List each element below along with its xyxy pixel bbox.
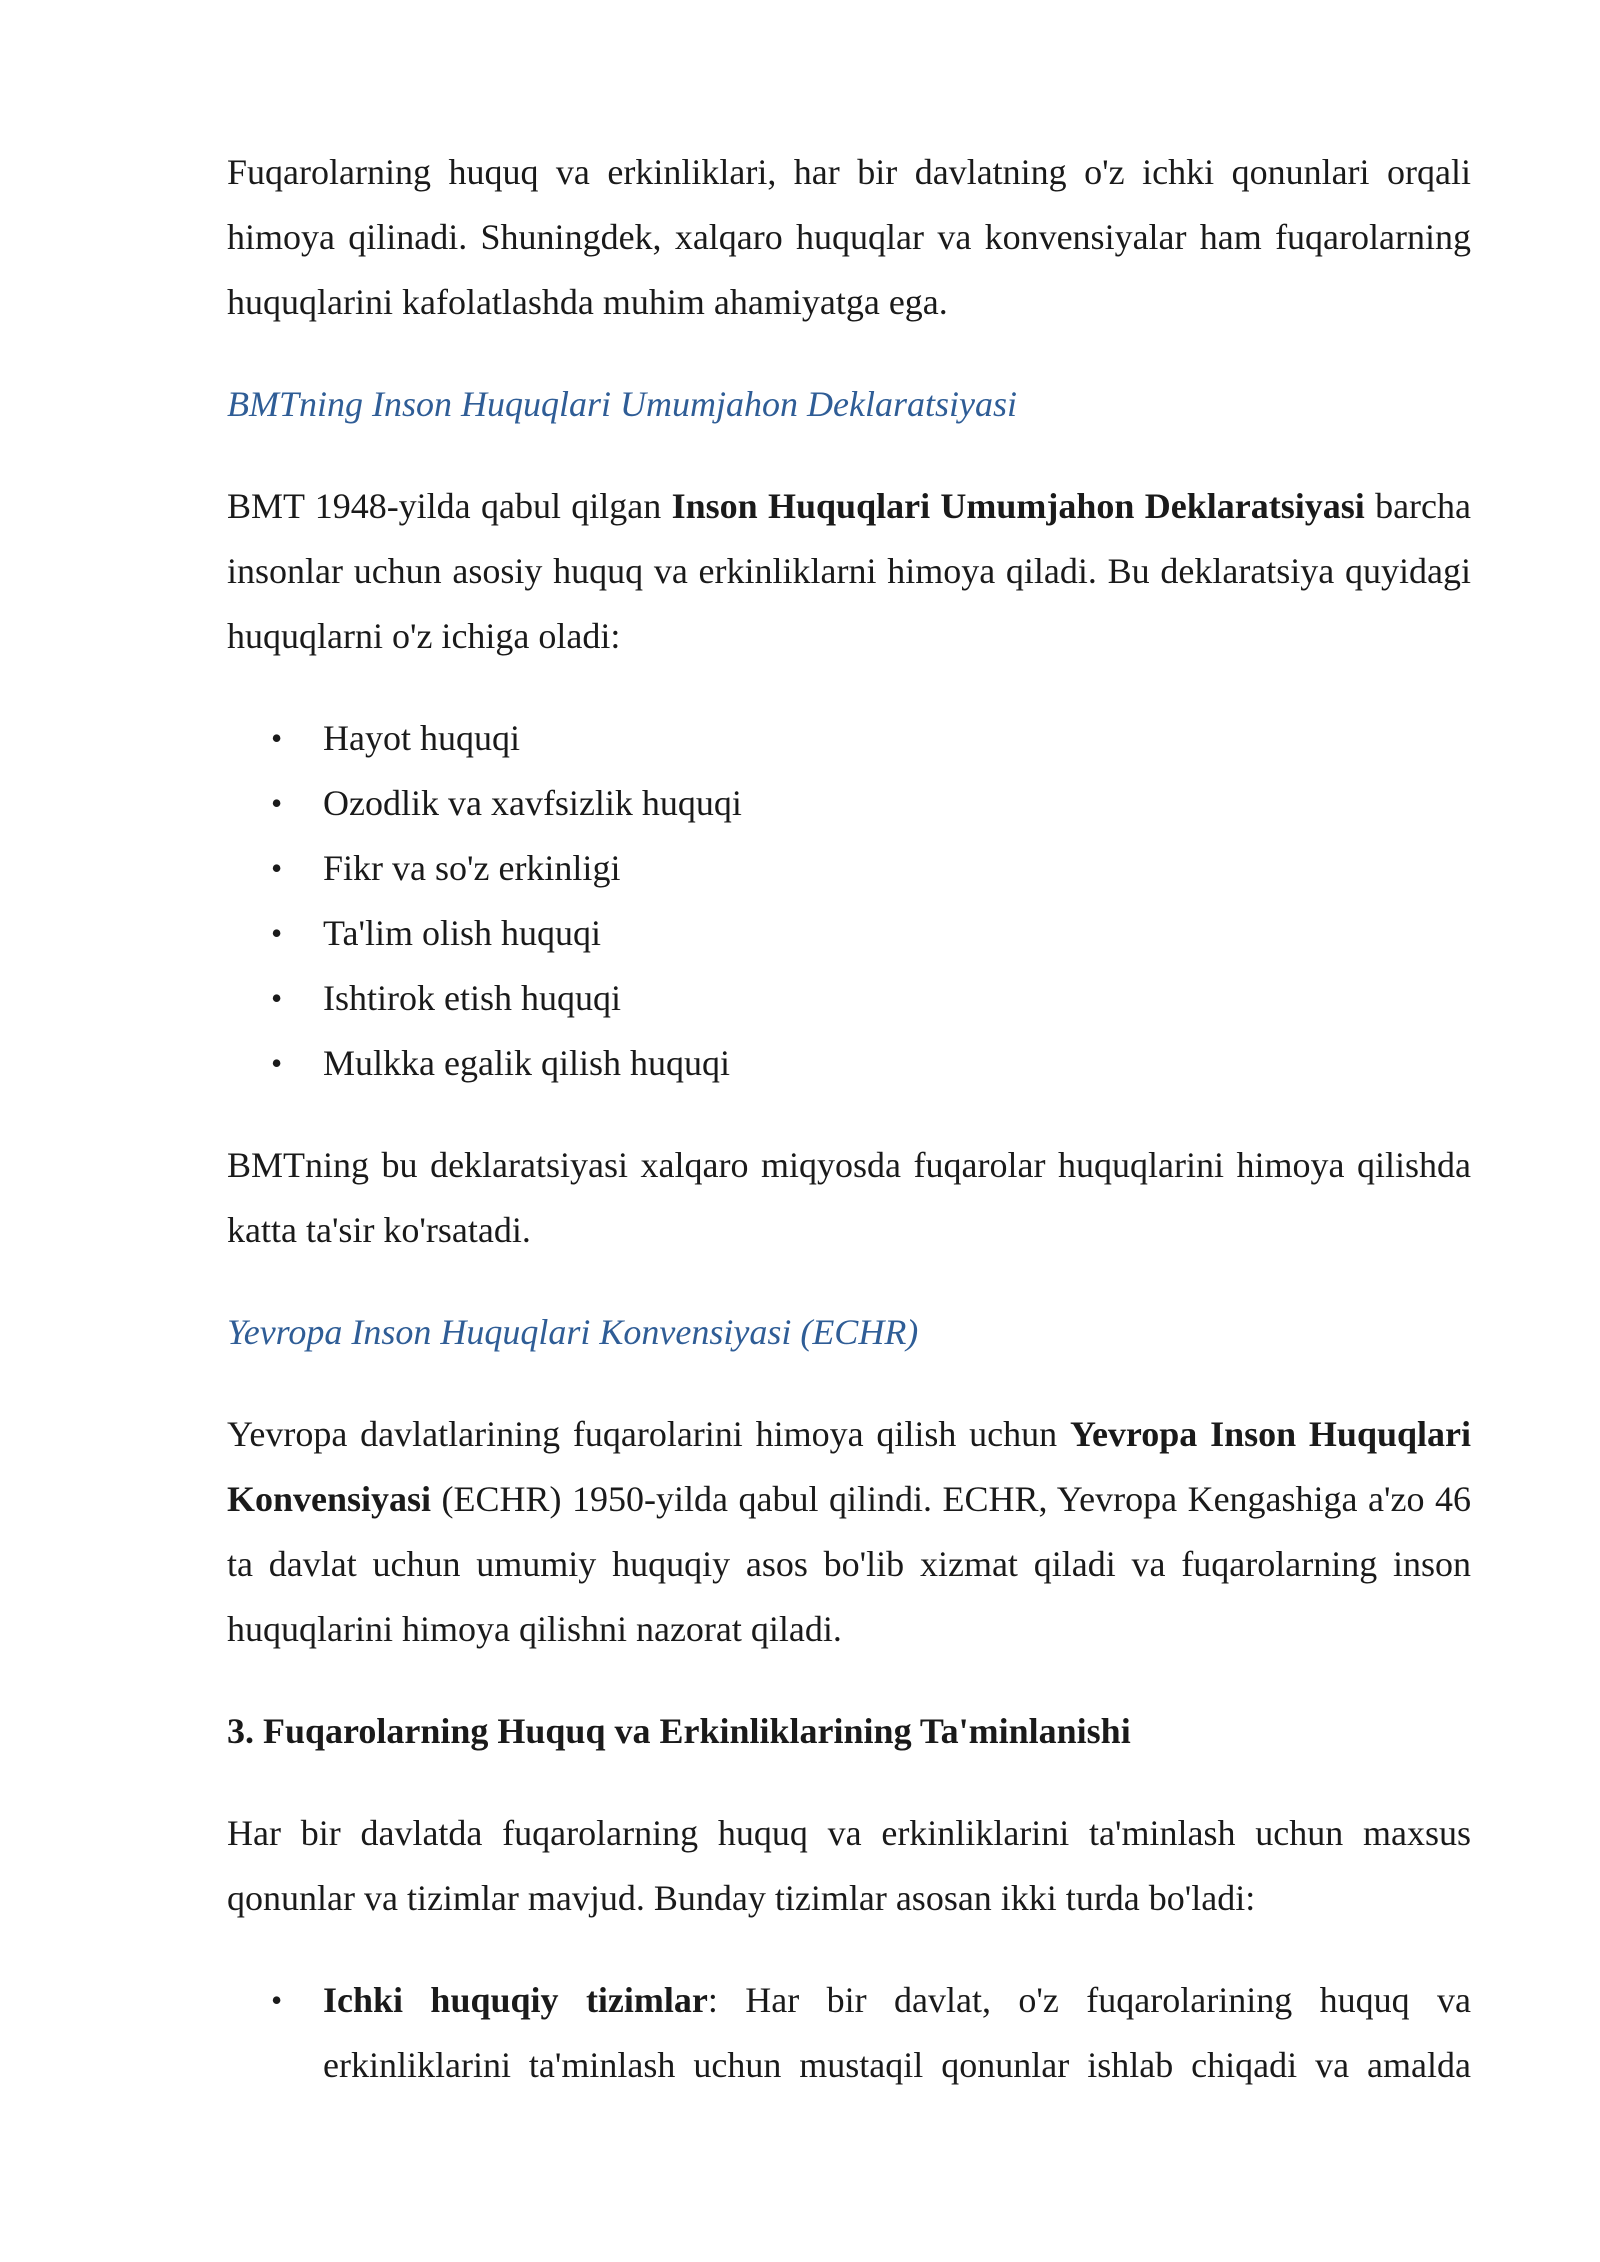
echr-paragraph-end: (ECHR) 1950-yilda qabul qilindi. ECHR, Yevropa Kengashiga a'zo 46 ta davlat uchun umumiy huquqiy asos bo'lib xizmat qiladi va fuqarolarning inson huquqlarini himoya qilishni nazorat qiladi.: [227, 1479, 1471, 1649]
list-item: [227, 901, 1471, 966]
list-item: [227, 706, 1471, 771]
section-3-paragraph: Har bir davlatda fuqarolarning huquq va erkinliklarini ta'minlash uchun maxsus qonunlar va tizimlar mavjud. Bunday tizimlar asosan ikki turda bo'ladi:: [227, 1813, 1471, 1918]
bullet-icon: •: [271, 980, 283, 1016]
bullet-icon: •: [271, 1045, 283, 1081]
document-page: [227, 140, 1471, 2098]
echr-paragraph-start: Yevropa davlatlarining fuqarolarini himoya qilish uchun: [227, 1414, 1070, 1454]
list-item-text: Ta'lim olish huquqi: [323, 913, 601, 953]
bullet-icon: •: [271, 720, 283, 756]
udhr-title-bold: Inson Huquqlari Umumjahon Deklaratsiyasi: [671, 486, 1365, 526]
udhr-closing-paragraph: BMTning bu deklaratsiyasi xalqaro miqyosda fuqarolar huquqlarini himoya qilishda katta ta'sir ko'rsatadi.: [227, 1145, 1471, 1250]
intro-paragraph: Fuqarolarning huquq va erkinliklari, har bir davlatning o'z ichki qonunlari orqali himoya qilinadi. Shuningdek, xalqaro huquqlar va konvensiyalar ham fuqarolarning huquqlarini kafolatlashda muhim ahamiyatga ega.: [227, 152, 1471, 322]
list-item: [227, 1968, 1471, 2098]
bullet-icon: •: [271, 1982, 283, 2018]
bullet-icon: •: [271, 915, 283, 951]
list-item-text: Ishtirok etish huquqi: [323, 978, 621, 1018]
list-item-text: Mulkka egalik qilish huquqi: [323, 1043, 730, 1083]
list-item: [227, 966, 1471, 1031]
list-item-text: Fikr va so'z erkinligi: [323, 848, 621, 888]
list-item: [227, 771, 1471, 836]
list-item: [227, 836, 1471, 901]
udhr-paragraph: [227, 474, 1471, 669]
list-item-text: Ozodlik va xavfsizlik huquqi: [323, 783, 742, 823]
bullet-icon: •: [271, 785, 283, 821]
list-item: [227, 1031, 1471, 1096]
echr-title-bold: Yevropa Inson Huquqlari Konvensiyasi: [227, 1414, 1471, 1519]
systems-list: [227, 1968, 1471, 2098]
list-item-text: Hayot huquqi: [323, 718, 520, 758]
udhr-paragraph-start: BMT 1948-yilda qabul qilgan: [227, 486, 672, 526]
echr-paragraph: [227, 1402, 1471, 1662]
udhr-paragraph-end: barcha insonlar uchun asosiy huquq va erkinliklarni himoya qiladi. Bu deklaratsiya quyidagi huquqlarni o'z ichiga oladi:: [227, 486, 1471, 656]
rights-list: [227, 706, 1471, 1096]
list-item-text: : Har bir davlat, o'z fuqarolarining huquq va erkinliklarini ta'minlash uchun mustaqil qonunlar ishlab chiqadi va amalda: [323, 1980, 1471, 2085]
echr-heading: Yevropa Inson Huquqlari Konvensiyasi (ECHR): [227, 1312, 919, 1352]
list-item-bold: Ichki huquqiy tizimlar: [323, 1980, 708, 2020]
section-3-heading: 3. Fuqarolarning Huquq va Erkinliklarining Ta'minlanishi: [227, 1711, 1131, 1751]
bullet-icon: •: [271, 850, 283, 886]
udhr-heading: BMTning Inson Huquqlari Umumjahon Deklaratsiyasi: [227, 384, 1017, 424]
